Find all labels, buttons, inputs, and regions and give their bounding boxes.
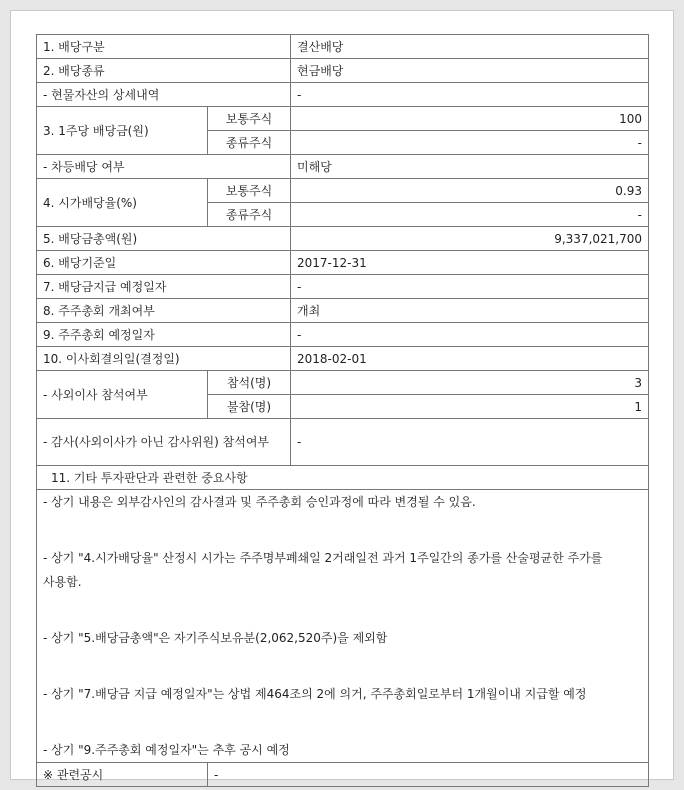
row-value: 3 xyxy=(291,371,649,395)
document-frame xyxy=(10,10,674,780)
table-row xyxy=(37,179,649,203)
table-row xyxy=(37,419,649,466)
table-row xyxy=(37,155,649,179)
row-label: 1. 배당구분 xyxy=(37,35,291,59)
related-disclosure-label: ※ 관련공시 xyxy=(37,763,208,787)
row-value: 미해당 xyxy=(291,155,649,179)
notes-cell xyxy=(37,490,649,763)
table-row xyxy=(37,251,649,275)
row-value: - xyxy=(291,323,649,347)
row-label: 2. 배당종류 xyxy=(37,59,291,83)
row-label: 7. 배당금지급 예정일자 xyxy=(37,275,291,299)
row-value: 100 xyxy=(291,107,649,131)
sub-label: 종류주식 xyxy=(208,203,291,227)
table-row xyxy=(37,371,649,395)
row-label: - 현물자산의 상세내역 xyxy=(37,83,291,107)
row-value: 현금배당 xyxy=(291,59,649,83)
sub-label: 종류주식 xyxy=(208,131,291,155)
row-label: 5. 배당금총액(원) xyxy=(37,227,291,251)
row-value: - xyxy=(291,83,649,107)
row-value: 결산배당 xyxy=(291,35,649,59)
row-value: 개최 xyxy=(291,299,649,323)
table-row xyxy=(37,347,649,371)
row-label: - 감사(사외이사가 아닌 감사위원) 참석여부 xyxy=(37,419,291,466)
table-row xyxy=(37,59,649,83)
table-row xyxy=(37,227,649,251)
table-row xyxy=(37,83,649,107)
row-label: 10. 이사회결의일(결정일) xyxy=(37,347,291,371)
note-item: - 상기 내용은 외부감사인의 감사결과 및 주주총회 승인과정에 따라 변경될 수 있음. xyxy=(43,495,476,509)
row-label: 8. 주주총회 개최여부 xyxy=(37,299,291,323)
row-value: 2018-02-01 xyxy=(291,347,649,371)
row-value: - xyxy=(291,275,649,299)
sub-label: 참석(명) xyxy=(208,371,291,395)
table-row xyxy=(37,323,649,347)
row-value: 0.93 xyxy=(291,179,649,203)
sub-label: 불참(명) xyxy=(208,395,291,419)
table-row xyxy=(37,107,649,131)
row-value: - xyxy=(291,419,649,466)
row-value: 1 xyxy=(291,395,649,419)
section-heading: 11. 기타 투자판단과 관련한 중요사항 xyxy=(37,466,649,490)
row-label: - 차등배당 여부 xyxy=(37,155,291,179)
table-row xyxy=(37,763,649,787)
dividend-disclosure-table xyxy=(36,34,649,787)
note-item: - 상기 "7.배당금 지급 예정일자"는 상법 제464조의 2에 의거, 주주총회일로부터 1개월이내 지급할 예정 xyxy=(43,687,587,701)
row-label: 6. 배당기준일 xyxy=(37,251,291,275)
table-row xyxy=(37,490,649,763)
related-disclosure-value: - xyxy=(208,763,649,787)
note-item: - 상기 "9.주주총회 예정일자"는 추후 공시 예정 xyxy=(43,743,290,757)
table-row xyxy=(37,466,649,490)
row-label: 9. 주주총회 예정일자 xyxy=(37,323,291,347)
row-label: 4. 시가배당율(%) xyxy=(37,179,208,227)
table-row xyxy=(37,35,649,59)
row-value: 2017-12-31 xyxy=(291,251,649,275)
sub-label: 보통주식 xyxy=(208,107,291,131)
row-value: 9,337,021,700 xyxy=(291,227,649,251)
table-row xyxy=(37,299,649,323)
row-value: - xyxy=(291,203,649,227)
sub-label: 보통주식 xyxy=(208,179,291,203)
row-value: - xyxy=(291,131,649,155)
note-item: - 상기 "4.시가배당율" 산정시 시가는 주주명부폐쇄일 2거래일전 과거 1주일간의 종가를 산술평균한 주가를 사용함. xyxy=(43,551,603,589)
table-row xyxy=(37,275,649,299)
note-item: - 상기 "5.배당금총액"은 자기주식보유분(2,062,520주)을 제외함 xyxy=(43,631,388,645)
row-label: 3. 1주당 배당금(원) xyxy=(37,107,208,155)
row-label: - 사외이사 참석여부 xyxy=(37,371,208,419)
